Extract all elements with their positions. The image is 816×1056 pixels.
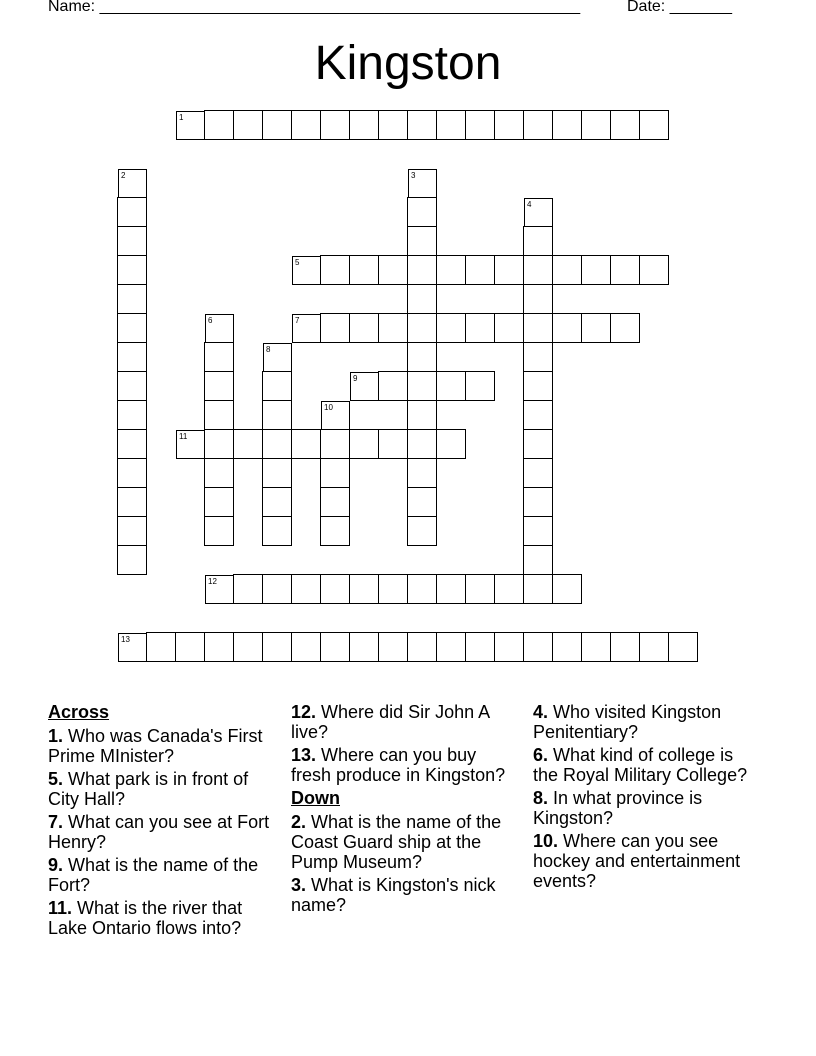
cell-number: 11 bbox=[179, 432, 188, 441]
grid-cell[interactable] bbox=[291, 429, 321, 459]
grid-cell[interactable] bbox=[494, 632, 524, 662]
grid-cell[interactable] bbox=[204, 110, 234, 140]
grid-cell[interactable] bbox=[610, 632, 640, 662]
grid-cell[interactable] bbox=[291, 110, 321, 140]
clue-across-13 bbox=[291, 745, 516, 785]
grid-cell[interactable] bbox=[523, 545, 553, 575]
grid-cell[interactable] bbox=[320, 255, 350, 285]
grid-cell[interactable] bbox=[262, 110, 292, 140]
grid-cell[interactable] bbox=[291, 632, 321, 662]
grid-cell[interactable] bbox=[233, 632, 263, 662]
clue-text: Where did Sir John A live? bbox=[291, 702, 490, 742]
grid-cell[interactable] bbox=[378, 429, 408, 459]
grid-cell[interactable] bbox=[494, 313, 524, 343]
grid-cell[interactable] bbox=[117, 313, 147, 343]
clue-number: 8. bbox=[533, 788, 549, 808]
cell-number: 12 bbox=[208, 577, 217, 586]
grid-cell[interactable] bbox=[407, 400, 437, 430]
clue-down-8 bbox=[533, 788, 758, 828]
grid-cell[interactable] bbox=[204, 342, 234, 372]
grid-cell[interactable] bbox=[407, 632, 437, 662]
grid-cell[interactable] bbox=[117, 487, 147, 517]
clue-down-6 bbox=[533, 745, 758, 785]
grid-cell[interactable] bbox=[117, 226, 147, 256]
grid-cell[interactable] bbox=[465, 632, 495, 662]
grid-cell[interactable] bbox=[378, 574, 408, 604]
grid-cell[interactable] bbox=[117, 284, 147, 314]
grid-cell[interactable] bbox=[262, 487, 292, 517]
grid-cell[interactable] bbox=[523, 429, 553, 459]
clue-down-10 bbox=[533, 831, 758, 891]
grid-cell[interactable] bbox=[349, 313, 379, 343]
grid-cell[interactable] bbox=[204, 400, 234, 430]
grid-cell[interactable] bbox=[523, 632, 553, 662]
grid-cell[interactable] bbox=[523, 487, 553, 517]
down-heading: Down bbox=[291, 788, 340, 808]
grid-cell[interactable] bbox=[552, 313, 582, 343]
grid-cell[interactable] bbox=[581, 110, 611, 140]
grid-cell[interactable] bbox=[378, 371, 408, 401]
clue-across-9 bbox=[48, 855, 273, 895]
grid-cell[interactable] bbox=[610, 313, 640, 343]
clue-text: What is the river that Lake Ontario flows into? bbox=[48, 898, 243, 938]
grid-cell[interactable] bbox=[204, 371, 234, 401]
clue-number: 2. bbox=[291, 812, 307, 832]
grid-cell[interactable] bbox=[408, 169, 437, 198]
grid-cell[interactable] bbox=[262, 632, 292, 662]
clue-number: 6. bbox=[533, 745, 549, 765]
cell-number: 5 bbox=[295, 258, 300, 267]
grid-cell[interactable] bbox=[349, 255, 379, 285]
cell-number: 8 bbox=[266, 345, 271, 354]
grid-cell[interactable] bbox=[407, 429, 437, 459]
grid-cell[interactable] bbox=[263, 343, 292, 372]
grid-cell[interactable] bbox=[436, 110, 466, 140]
clue-column-3 bbox=[533, 702, 758, 894]
grid-cell[interactable] bbox=[176, 430, 205, 459]
grid-cell[interactable] bbox=[436, 574, 466, 604]
grid-cell[interactable] bbox=[407, 284, 437, 314]
grid-cell[interactable] bbox=[320, 516, 350, 546]
clue-text: What kind of college is the Royal Military College? bbox=[533, 745, 748, 785]
grid-cell[interactable] bbox=[407, 487, 437, 517]
date-field[interactable]: Date: _______ bbox=[627, 0, 732, 15]
clue-across-12 bbox=[291, 702, 516, 742]
grid-cell[interactable] bbox=[523, 516, 553, 546]
grid-cell[interactable] bbox=[523, 313, 553, 343]
clue-text: In what province is Kingston? bbox=[533, 788, 703, 828]
grid-cell[interactable] bbox=[117, 516, 147, 546]
grid-cell[interactable] bbox=[349, 574, 379, 604]
puzzle-title: Kingston bbox=[314, 37, 502, 90]
clue-number: 4. bbox=[533, 702, 549, 722]
cell-number: 2 bbox=[121, 171, 126, 180]
grid-cell[interactable] bbox=[205, 575, 234, 604]
clue-text: What park is in front of City Hall? bbox=[48, 769, 249, 809]
grid-cell[interactable] bbox=[118, 169, 147, 198]
grid-cell[interactable] bbox=[349, 632, 379, 662]
clue-number: 12. bbox=[291, 702, 317, 722]
grid-cell[interactable] bbox=[378, 110, 408, 140]
clue-text: What can you see at Fort Henry? bbox=[48, 812, 270, 852]
grid-cell[interactable] bbox=[175, 632, 205, 662]
clue-text: What is Kingston's nick name? bbox=[291, 875, 496, 915]
grid-cell[interactable] bbox=[320, 429, 350, 459]
grid-cell[interactable] bbox=[262, 458, 292, 488]
grid-cell[interactable] bbox=[581, 255, 611, 285]
grid-cell[interactable] bbox=[176, 111, 205, 140]
grid-cell[interactable] bbox=[146, 632, 176, 662]
cell-number: 9 bbox=[353, 374, 358, 383]
grid-cell[interactable] bbox=[117, 255, 147, 285]
grid-cell[interactable] bbox=[436, 255, 466, 285]
grid-cell[interactable] bbox=[378, 632, 408, 662]
grid-cell[interactable] bbox=[581, 632, 611, 662]
grid-cell[interactable] bbox=[204, 458, 234, 488]
grid-cell[interactable] bbox=[407, 371, 437, 401]
grid-cell[interactable] bbox=[378, 255, 408, 285]
grid-cell[interactable] bbox=[465, 110, 495, 140]
grid-cell[interactable] bbox=[523, 574, 553, 604]
clue-number: 9. bbox=[48, 855, 64, 875]
grid-cell[interactable] bbox=[523, 255, 553, 285]
grid-cell[interactable] bbox=[523, 284, 553, 314]
grid-cell[interactable] bbox=[552, 574, 582, 604]
grid-cell[interactable] bbox=[494, 574, 524, 604]
grid-cell[interactable] bbox=[205, 314, 234, 343]
grid-cell[interactable] bbox=[204, 487, 234, 517]
grid-cell[interactable] bbox=[118, 633, 147, 662]
grid-cell[interactable] bbox=[552, 632, 582, 662]
clue-across-1 bbox=[48, 726, 273, 766]
grid-cell[interactable] bbox=[494, 255, 524, 285]
across-heading: Across bbox=[48, 702, 110, 722]
grid-cell[interactable] bbox=[436, 371, 466, 401]
grid-cell[interactable] bbox=[407, 197, 437, 227]
clue-text: What is the name of the Coast Guard ship at the Pump Museum? bbox=[291, 812, 502, 872]
cell-number: 6 bbox=[208, 316, 213, 325]
grid-cell[interactable] bbox=[204, 516, 234, 546]
clue-down-3 bbox=[291, 875, 516, 915]
grid-cell[interactable] bbox=[523, 342, 553, 372]
clue-number: 5. bbox=[48, 769, 64, 789]
grid-cell[interactable] bbox=[117, 458, 147, 488]
grid-cell[interactable] bbox=[407, 226, 437, 256]
grid-cell[interactable] bbox=[524, 198, 553, 227]
grid-cell[interactable] bbox=[262, 429, 292, 459]
grid-cell[interactable] bbox=[117, 400, 147, 430]
grid-cell[interactable] bbox=[407, 110, 437, 140]
clue-number: 3. bbox=[291, 875, 307, 895]
cell-number: 4 bbox=[527, 200, 532, 209]
clue-number: 1. bbox=[48, 726, 64, 746]
cell-number: 13 bbox=[121, 635, 130, 644]
clue-text: Where can you buy fresh produce in Kingston? bbox=[291, 745, 506, 785]
grid-cell[interactable] bbox=[262, 574, 292, 604]
clue-text: Who visited Kingston Penitentiary? bbox=[533, 702, 722, 742]
grid-cell[interactable] bbox=[320, 574, 350, 604]
grid-cell[interactable] bbox=[320, 458, 350, 488]
grid-cell[interactable] bbox=[117, 197, 147, 227]
clue-number: 11. bbox=[48, 898, 73, 918]
grid-cell[interactable] bbox=[262, 400, 292, 430]
cell-number: 7 bbox=[295, 316, 300, 325]
clue-across-11 bbox=[48, 898, 273, 938]
grid-cell[interactable] bbox=[523, 458, 553, 488]
grid-cell[interactable] bbox=[639, 255, 669, 285]
grid-cell[interactable] bbox=[465, 371, 495, 401]
grid-cell[interactable] bbox=[117, 545, 147, 575]
clue-down-2 bbox=[291, 812, 516, 872]
grid-cell[interactable] bbox=[523, 371, 553, 401]
grid-cell[interactable] bbox=[552, 255, 582, 285]
grid-cell[interactable] bbox=[204, 429, 234, 459]
grid-cell[interactable] bbox=[465, 574, 495, 604]
grid-cell[interactable] bbox=[117, 342, 147, 372]
grid-cell[interactable] bbox=[436, 429, 466, 459]
grid-cell[interactable] bbox=[407, 574, 437, 604]
grid-cell[interactable] bbox=[378, 313, 408, 343]
grid-cell[interactable] bbox=[320, 110, 350, 140]
grid-cell[interactable] bbox=[436, 313, 466, 343]
clue-across-5 bbox=[48, 769, 273, 809]
grid-cell[interactable] bbox=[321, 401, 350, 430]
grid-cell[interactable] bbox=[262, 516, 292, 546]
clue-text: Where can you see hockey and entertainment events? bbox=[533, 831, 741, 891]
grid-cell[interactable] bbox=[639, 632, 669, 662]
grid-cell[interactable] bbox=[233, 110, 263, 140]
grid-cell[interactable] bbox=[233, 574, 263, 604]
grid-cell[interactable] bbox=[349, 429, 379, 459]
grid-cell[interactable] bbox=[407, 313, 437, 343]
grid-cell[interactable] bbox=[320, 632, 350, 662]
grid-cell[interactable] bbox=[292, 256, 321, 285]
grid-cell[interactable] bbox=[523, 110, 553, 140]
name-field[interactable]: Name: ______________________________________________________ bbox=[48, 0, 581, 15]
grid-cell[interactable] bbox=[436, 632, 466, 662]
grid-cell[interactable] bbox=[117, 371, 147, 401]
clue-number: 7. bbox=[48, 812, 64, 832]
grid-cell[interactable] bbox=[117, 429, 147, 459]
grid-cell[interactable] bbox=[610, 255, 640, 285]
grid-cell[interactable] bbox=[349, 110, 379, 140]
grid-cell[interactable] bbox=[320, 313, 350, 343]
grid-cell[interactable] bbox=[610, 110, 640, 140]
grid-cell[interactable] bbox=[204, 632, 234, 662]
clue-number: 13. bbox=[291, 745, 317, 765]
grid-cell[interactable] bbox=[233, 429, 263, 459]
grid-cell[interactable] bbox=[465, 255, 495, 285]
cell-number: 1 bbox=[179, 113, 184, 122]
grid-cell[interactable] bbox=[320, 487, 350, 517]
grid-cell[interactable] bbox=[291, 574, 321, 604]
grid-cell[interactable] bbox=[523, 226, 553, 256]
grid-cell[interactable] bbox=[407, 458, 437, 488]
cell-number: 10 bbox=[324, 403, 333, 412]
grid-cell[interactable] bbox=[668, 632, 698, 662]
grid-cell[interactable] bbox=[262, 371, 292, 401]
grid-cell[interactable] bbox=[494, 110, 524, 140]
clue-text: Who was Canada's First Prime MInister? bbox=[48, 726, 263, 766]
grid-cell[interactable] bbox=[465, 313, 495, 343]
clue-down-4 bbox=[533, 702, 758, 742]
grid-cell[interactable] bbox=[523, 400, 553, 430]
clue-column-2 bbox=[291, 702, 516, 918]
grid-cell[interactable] bbox=[639, 110, 669, 140]
grid-cell[interactable] bbox=[350, 372, 379, 401]
clue-column-1 bbox=[48, 702, 273, 941]
grid-cell[interactable] bbox=[292, 314, 321, 343]
clue-number: 10. bbox=[533, 831, 559, 851]
grid-cell[interactable] bbox=[407, 255, 437, 285]
cell-number: 3 bbox=[411, 171, 416, 180]
clue-text: What is the name of the Fort? bbox=[48, 855, 259, 895]
grid-cell[interactable] bbox=[407, 342, 437, 372]
grid-cell[interactable] bbox=[552, 110, 582, 140]
clue-across-7 bbox=[48, 812, 273, 852]
grid-cell[interactable] bbox=[581, 313, 611, 343]
grid-cell[interactable] bbox=[407, 516, 437, 546]
